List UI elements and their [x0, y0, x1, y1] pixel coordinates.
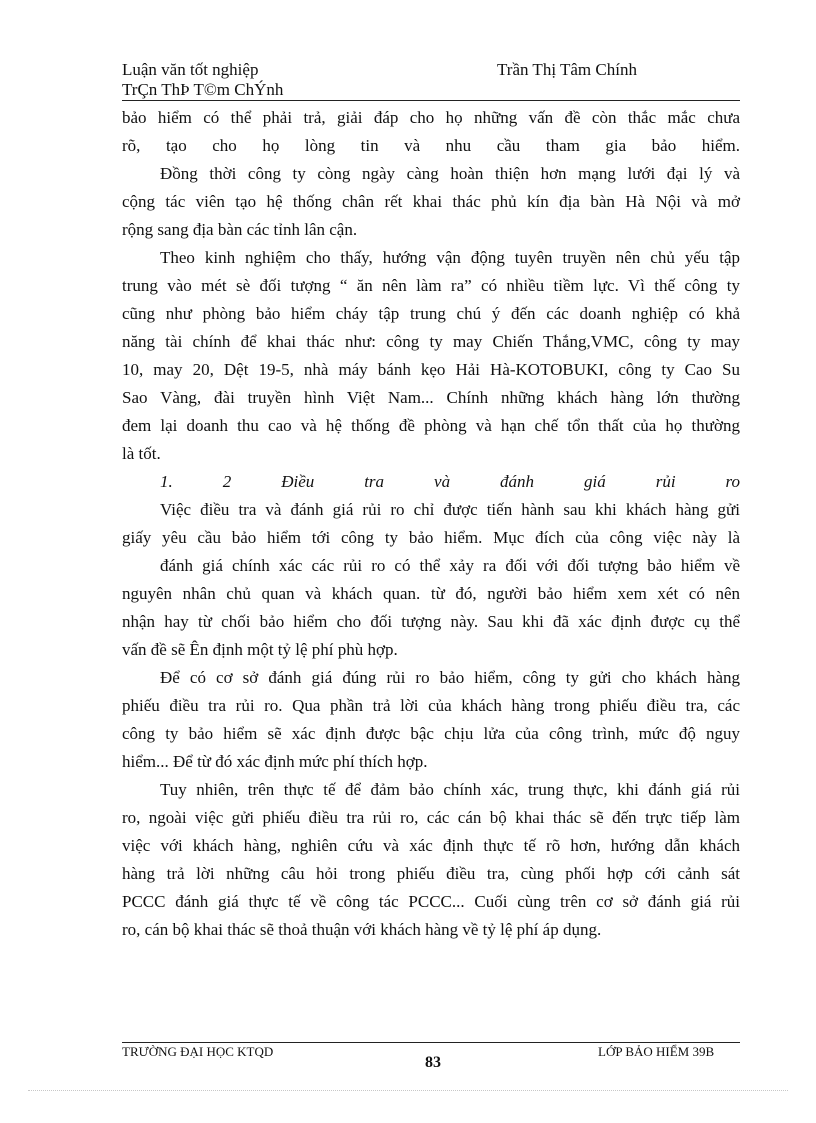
- body-line: vấn đề sẽ Ên định một tỷ lệ phí phù hợp.: [122, 640, 398, 659]
- body-line: 10, may 20, Dệt 19-5, nhà máy bánh kẹo Hải Hà-KOTOBUKI, công ty Cao Su: [122, 360, 740, 379]
- body-line: trung vào mét sè đối tượng “ ăn nên làm ra” có nhiều tiềm lực. Vì thế công ty: [122, 276, 740, 295]
- body-line: là tốt.: [122, 444, 161, 463]
- body-line: hiểm... Để từ đó xác định mức phí thích hợp.: [122, 752, 428, 771]
- body-line: nhận hay từ chối bảo hiểm cho đối tượng này. Sau khi đã xác định được cụ thể: [122, 612, 740, 631]
- header-author: Trần Thị Tâm Chính: [497, 60, 637, 79]
- body-line: PCCC đánh giá thực tế về công tác PCCC... Cuối cùng trên cơ sở đánh giá rủi: [122, 892, 740, 911]
- body-line: Đồng thời công ty còng ngày càng hoàn thiện hơn mạng lưới đại lý và: [160, 164, 740, 183]
- body-line: cộng tác viên tạo hệ thống chân rết khai thác phủ kín địa bàn Hà Nội và mở: [122, 192, 740, 211]
- body-line: Tuy nhiên, trên thực tế để đảm bảo chính xác, trung thực, khi đánh giá rủi: [160, 780, 740, 799]
- footer-rule: [122, 1042, 740, 1043]
- body-line: rộng sang địa bàn các tỉnh lân cận.: [122, 220, 358, 239]
- body-line: hàng trả lời những câu hỏi trong phiếu điều tra, cùng phối hợp cới cảnh sát: [122, 864, 740, 883]
- body-line: Việc điều tra và đánh giá rủi ro chỉ được tiến hành sau khi khách hàng gửi: [160, 500, 740, 519]
- header-title: Luận văn tốt nghiệp: [122, 60, 259, 79]
- section-heading: 1. 2 Điều tra và đánh giá rủi ro: [160, 472, 740, 491]
- body-line: Để có cơ sở đánh giá đúng rủi ro bảo hiểm, công ty gửi cho khách hàng: [160, 668, 740, 687]
- body-line: đánh giá chính xác các rủi ro có thể xảy ra đối với đối tượng bảo hiểm về: [160, 556, 740, 575]
- body-line: năng tài chính để khai thác như: công ty may Chiến Thắng,VMC, công ty may: [122, 332, 740, 351]
- body-line: phiếu điều tra rủi ro. Qua phần trả lời của khách hàng trong phiếu điều tra, các: [122, 696, 740, 715]
- body-line: bảo hiểm có thể phải trả, giải đáp cho họ những vấn đề còn thắc mắc chưa: [122, 108, 740, 127]
- body-line: nguyên nhân chủ quan và khách quan. từ đó, người bảo hiểm xem xét có nên: [122, 584, 740, 603]
- body-line: ro, cán bộ khai thác sẽ thoả thuận với khách hàng về tỷ lệ phí áp dụng.: [122, 920, 602, 939]
- body-line: công ty bảo hiểm sẽ xác định được bậc chịu lửa của công trình, mức độ nguy: [122, 724, 740, 743]
- body-line: ro, ngoài việc gửi phiếu điều tra rủi ro, các cán bộ khai thác sẽ đến trực tiếp làm: [122, 808, 740, 827]
- body-line: việc với khách hàng, nghiên cứu và xác định thực tế rõ hơn, hướng dẫn khách: [122, 836, 740, 855]
- header-rule: [122, 100, 740, 101]
- footer-class: LỚP BẢO HIỂM 39B: [598, 1044, 715, 1059]
- page-edge-dotted-line: [28, 1090, 788, 1091]
- body-line: Theo kinh nghiệm cho thấy, hướng vận động tuyên truyền nên chủ yếu tập: [160, 248, 740, 267]
- page-number: 83: [425, 1054, 441, 1071]
- body-line: rõ, tạo cho họ lòng tin và nhu cầu tham gia bảo hiểm.: [122, 136, 740, 155]
- footer-school: TRƯỜNG ĐẠI HỌC KTQD: [122, 1044, 274, 1059]
- body-line: đem lại doanh thu cao và hệ thống đề phòng và hạn chế tổn thất của họ thường: [122, 416, 740, 435]
- header-author-garbled: TrÇn ThÞ T©m ChÝnh: [122, 80, 284, 99]
- body-text: [122, 104, 740, 944]
- body-line: cũng như phòng bảo hiểm cháy tập trung chú ý đến các doanh nghiệp có khả: [122, 304, 740, 323]
- body-line: giấy yêu cầu bảo hiểm tới công ty bảo hiểm. Mục đích của công việc này là: [122, 528, 740, 547]
- body-line: Sao Vàng, đài truyền hình Việt Nam... Chính những khách hàng lớn thường: [122, 388, 740, 407]
